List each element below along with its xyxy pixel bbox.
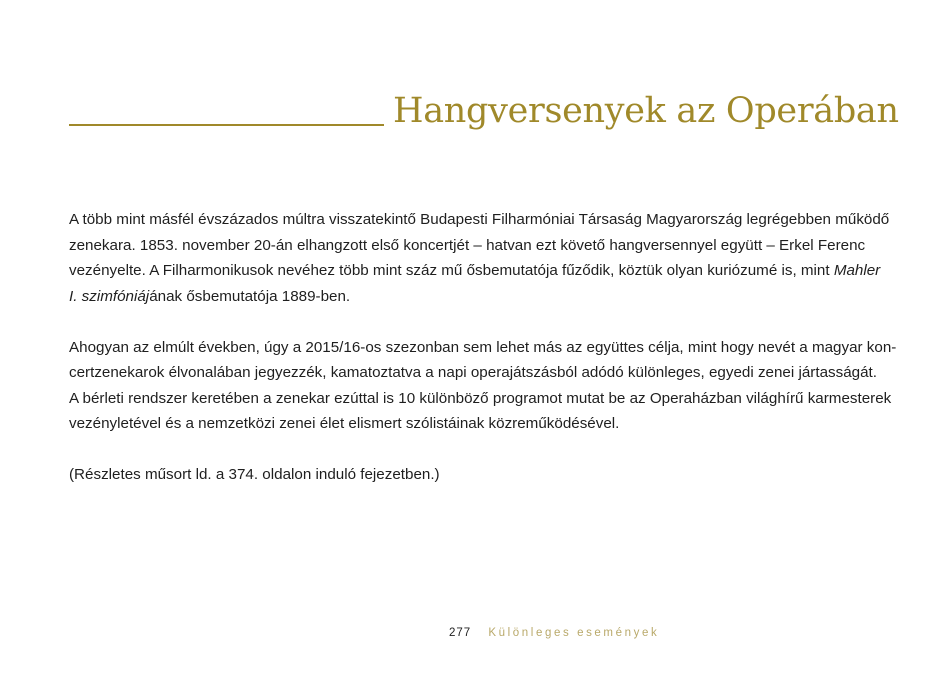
text-line: (Részletes műsort ld. a 374. oldalon induló fejezetben.) [69,466,440,483]
text-line: A bérleti rendszer keretében a zenekar ezúttal is 10 különböző programot mutat be az Operaházban világhírű karmesterek [69,389,892,407]
section-name: Különleges események [488,627,660,639]
text-line: vezényletével és a nemzetközi zenei élet elismert szólistáinak közreműködésével. [69,415,620,432]
text-segment: ának ősbemutatója 1889-ben. [149,287,351,305]
title-row [69,88,899,136]
body-text [69,207,897,488]
title-rule [69,124,384,126]
paragraph-1 [69,207,890,309]
page-number: 277 [449,627,472,639]
text-line [69,258,879,284]
text-line: Ahogyan az elmúlt években, úgy a 2015/16-os szezonban sem lehet más az együttes célja, mint hogy nevét a magyar kon- [69,338,897,356]
paragraph-gap [69,309,879,335]
text-line [69,284,879,310]
text-line: zenekara. 1853. november 20-án elhangzott első koncertjét – hatvan ezt követő hangversennyel együtt – Erkel Ferenc [69,236,866,254]
page-footer [449,627,659,639]
paragraph-3 [69,462,879,488]
text-segment: vezényelte. A Filharmonikusok nevéhez több mint száz mű ősbemutatója fűződik, köztük olyan kuriózumé is, mint [69,262,834,279]
paragraph-gap [69,437,879,463]
text-line: certzenekarok élvonalában jegyezzék, kamatoztatva a napi operajátszásból adódó különleges, egyedi zenei jártasságát. [69,364,877,381]
text-line: A több mint másfél évszázados múltra visszatekintő Budapesti Filharmóniai Társaság Magyarország legrégebben működő [69,211,890,228]
italic-symphony: I. szimfóniáj [69,287,150,305]
italic-mahler: Mahler [833,262,881,279]
paragraph-2 [69,335,897,437]
page-title: Hangversenyek az Operában [393,91,899,131]
